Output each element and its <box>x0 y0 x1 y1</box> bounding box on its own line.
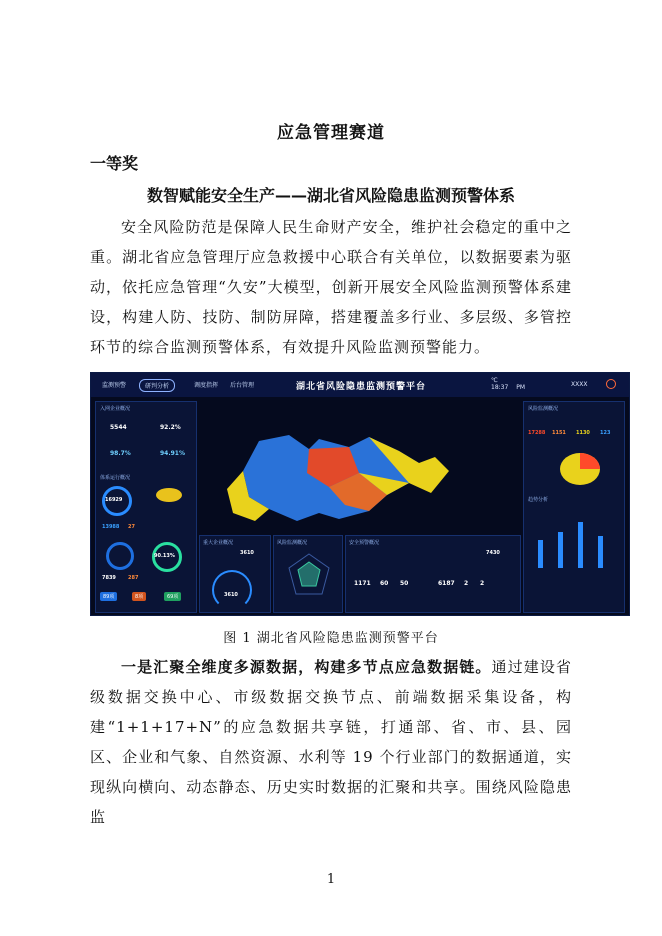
stat-btn-1: 89项 <box>100 592 117 601</box>
left-val-1: 5544 <box>110 424 127 431</box>
bottom-heading-3: 安全预警概况 <box>349 540 380 546</box>
pie-chart <box>558 450 602 488</box>
bottom-val-v6: 2 <box>480 580 485 587</box>
bottom-val-h3: 7430 <box>486 550 500 556</box>
dashboard-title: 湖北省风险隐患监测预警平台 <box>295 382 426 392</box>
left-val-2: 92.2% <box>160 424 181 431</box>
radar-chart <box>284 550 334 600</box>
bottom-val-v2: 60 <box>380 580 389 587</box>
page-number: 1 <box>326 872 336 887</box>
right-heading-1: 风险监测概况 <box>528 406 559 412</box>
trend-bar <box>578 522 583 568</box>
right-val-3: 1130 <box>576 430 590 436</box>
nav-monitor: 监测预警 <box>102 382 127 389</box>
figure-dashboard <box>90 372 630 616</box>
nav-admin: 后台管理 <box>230 382 255 389</box>
left-panel <box>95 401 197 613</box>
bottom-panel-2 <box>273 535 343 613</box>
gauge <box>212 570 252 610</box>
section-title: 应急管理赛道 <box>277 123 385 143</box>
bottom-val-v5: 2 <box>464 580 469 587</box>
figure-caption: 图 1 湖北省风险隐患监测预警平台 <box>223 631 439 646</box>
weather-unit: ℃ <box>491 377 498 384</box>
paragraph-2-lead: 一是汇聚全维度多源数据，构建多节点应急数据链。 <box>121 658 492 676</box>
left-val-9: 7839 <box>102 575 116 581</box>
ring-chart-2 <box>106 542 134 570</box>
award-heading: 一等奖 <box>90 154 139 173</box>
bottom-panel-3 <box>345 535 521 613</box>
bottom-heading-2: 风险监测概况 <box>277 540 308 546</box>
bottom-val-v1: 1171 <box>354 580 371 587</box>
right-heading-2: 趋势分析 <box>528 497 549 503</box>
right-panel <box>523 401 625 613</box>
left-val-4: 94.91% <box>160 450 185 457</box>
bottom-heading-1: 重大企业概况 <box>203 540 234 546</box>
case-title: 数智赋能安全生产——湖北省风险隐患监测预警体系 <box>146 186 515 205</box>
user-name: XXXX <box>571 381 588 388</box>
pie-slice-red <box>580 453 600 469</box>
trend-bar <box>558 532 563 568</box>
power-icon <box>606 379 616 389</box>
dashboard-topbar <box>91 373 629 397</box>
stat-btn-2: 8项 <box>132 592 146 601</box>
bottom-val-v3: 50 <box>400 580 409 587</box>
left-val-10: 287 <box>128 575 139 581</box>
bottom-val-1: 3610 <box>240 550 254 556</box>
left-val-5: 16929 <box>105 497 123 503</box>
trend-bar <box>538 540 543 568</box>
left-heading-1: 入网企业概况 <box>100 406 131 412</box>
gauge-value: 3610 <box>224 592 238 598</box>
right-val-4: 123 <box>600 430 611 436</box>
ampm: PM <box>516 384 526 391</box>
bottom-val-v4: 6187 <box>438 580 455 587</box>
paragraph-1: 安全风险防范是保障人民生命财产安全，维护社会稳定的重中之重。湖北省应急管理厅应急救援中心联合有关单位，以数据要素为驱动，依托应急管理“久安”大模型，创新开展安全风险监测预警体系建设，构建人防、技防、制防屏障，搭建覆盖多行业、多层级、多管控环节的综合监测预警体系，有效提升风险监测预警能力。 <box>90 218 572 356</box>
right-val-1: 17288 <box>528 430 546 436</box>
left-heading-2: 体系运行概况 <box>100 475 131 481</box>
left-val-7: 27 <box>128 524 135 530</box>
coin-icon <box>156 488 182 502</box>
bottom-panel-1 <box>199 535 271 613</box>
stat-btn-3: 69项 <box>164 592 181 601</box>
time: 18:37 <box>491 384 509 391</box>
radar-area <box>298 562 320 586</box>
left-val-8: 90.13% <box>154 553 175 559</box>
paragraph-2-rest: 通过建设省级数据交换中心、市级数据交换节点、前端数据采集设备，构建“1+1+17+N”的应急数据共享链，打通部、省、市、县、园区、企业和气象、自然资源、水利等 19 个行业部门的数据通道，实现纵向横向、动态静态、历史实时数据的汇聚和共享。围绕风险隐患监 <box>90 658 572 826</box>
paragraph-2 <box>90 652 572 832</box>
hubei-map <box>199 401 519 541</box>
left-val-6: 13988 <box>102 524 120 530</box>
nav-dispatch: 调度指挥 <box>194 382 219 389</box>
nav-analysis: 研判分析 <box>139 379 175 392</box>
left-val-3: 98.7% <box>110 450 131 457</box>
weather-widget <box>491 377 525 391</box>
right-val-2: 1151 <box>552 430 566 436</box>
trend-bar <box>598 536 603 568</box>
